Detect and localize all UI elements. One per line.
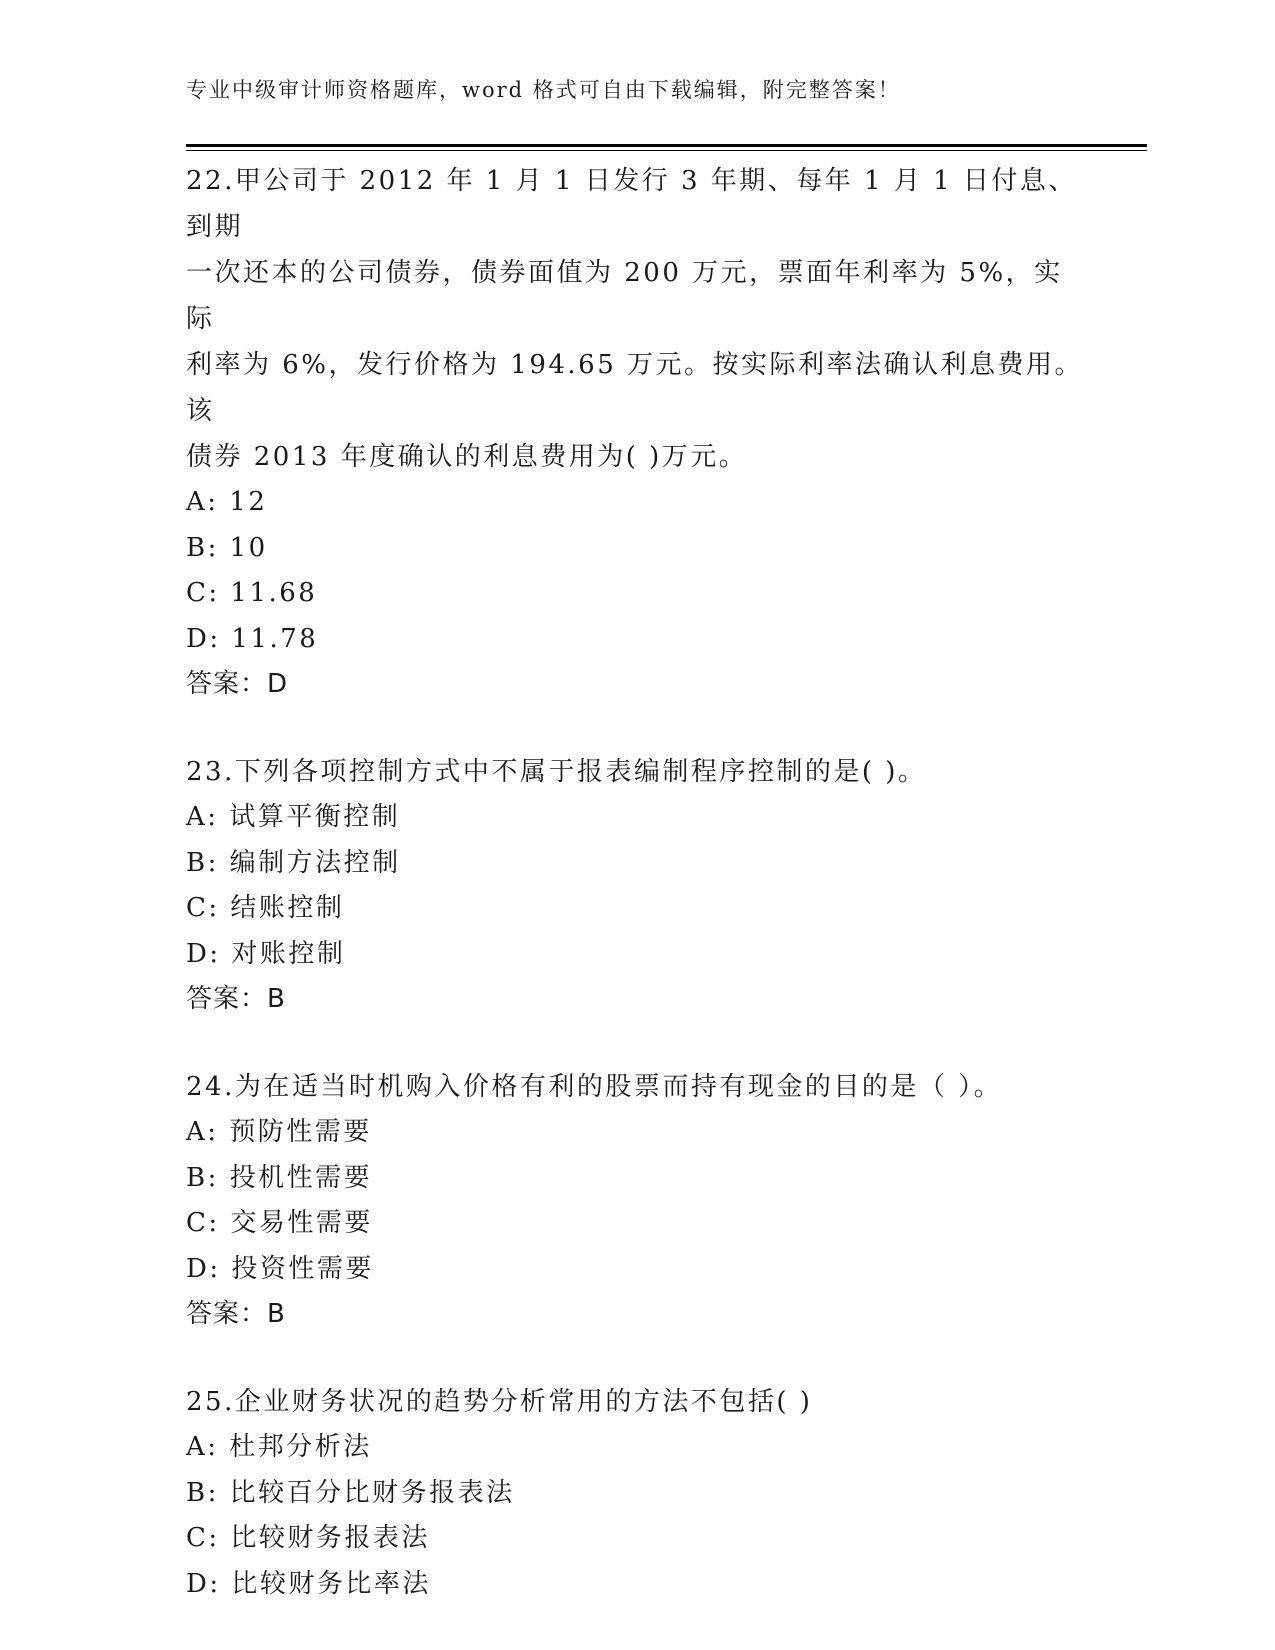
question-23 [186,749,1086,1022]
question-stem [186,158,1086,480]
option-d: D: 对账控制 [186,938,346,969]
option-b: B: 比较百分比财务报表法 [186,1477,515,1508]
question-24 [186,1064,1086,1337]
question-stem [186,1064,1086,1110]
option-b: B: 10 [186,532,268,563]
option-c: C: 比较财务报表法 [186,1523,430,1553]
header-divider [186,144,1147,151]
option-c: C: 结账控制 [186,893,345,923]
answer-line: 答案：B [186,1299,286,1329]
stem-line: 24.为在适当时机购入价格有利的股票而持有现金的目的是（ ）。 [186,1072,1003,1102]
answer-line: 答案：B [186,984,286,1014]
question-stem [186,1379,1086,1425]
option-d: D: 比较财务比率法 [186,1568,431,1599]
stem-line: 一次还本的公司债券，债券面值为 200 万元，票面年利率为 5%，实际 [186,258,1063,334]
question-25 [186,1379,1086,1607]
option-c: C: 11.68 [186,578,318,608]
question-list [186,158,1086,1649]
option-b: B: 投机性需要 [186,1162,373,1193]
question-stem [186,749,1086,795]
option-b: B: 编制方法控制 [186,847,401,878]
stem-line: 利率为 6%，发行价格为 194.65 万元。按实际利率法确认利息费用。该 [186,350,1084,426]
option-a: A: 杜邦分析法 [186,1432,372,1462]
stem-line: 债券 2013 年度确认的利息费用为( )万元。 [186,442,748,472]
question-22 [186,158,1086,707]
option-a: A: 12 [186,487,268,517]
option-d: D: 投资性需要 [186,1253,374,1284]
stem-line: 23.下列各项控制方式中不属于报表编制程序控制的是( )。 [186,757,927,787]
stem-line: 25.企业财务状况的趋势分析常用的方法不包括( ) [186,1387,813,1417]
page-header: 专业中级审计师资格题库，word 格式可自由下载编辑，附完整答案！ [186,78,901,102]
stem-line: 22.甲公司于 2012 年 1 月 1 日发行 3 年期、每年 1 月 1 日付息、到期 [186,166,1077,242]
option-c: C: 交易性需要 [186,1208,373,1238]
answer-line: 答案：D [186,669,289,699]
option-a: A: 试算平衡控制 [186,802,401,832]
option-d: D: 11.78 [186,623,319,654]
option-a: A: 预防性需要 [186,1117,372,1147]
